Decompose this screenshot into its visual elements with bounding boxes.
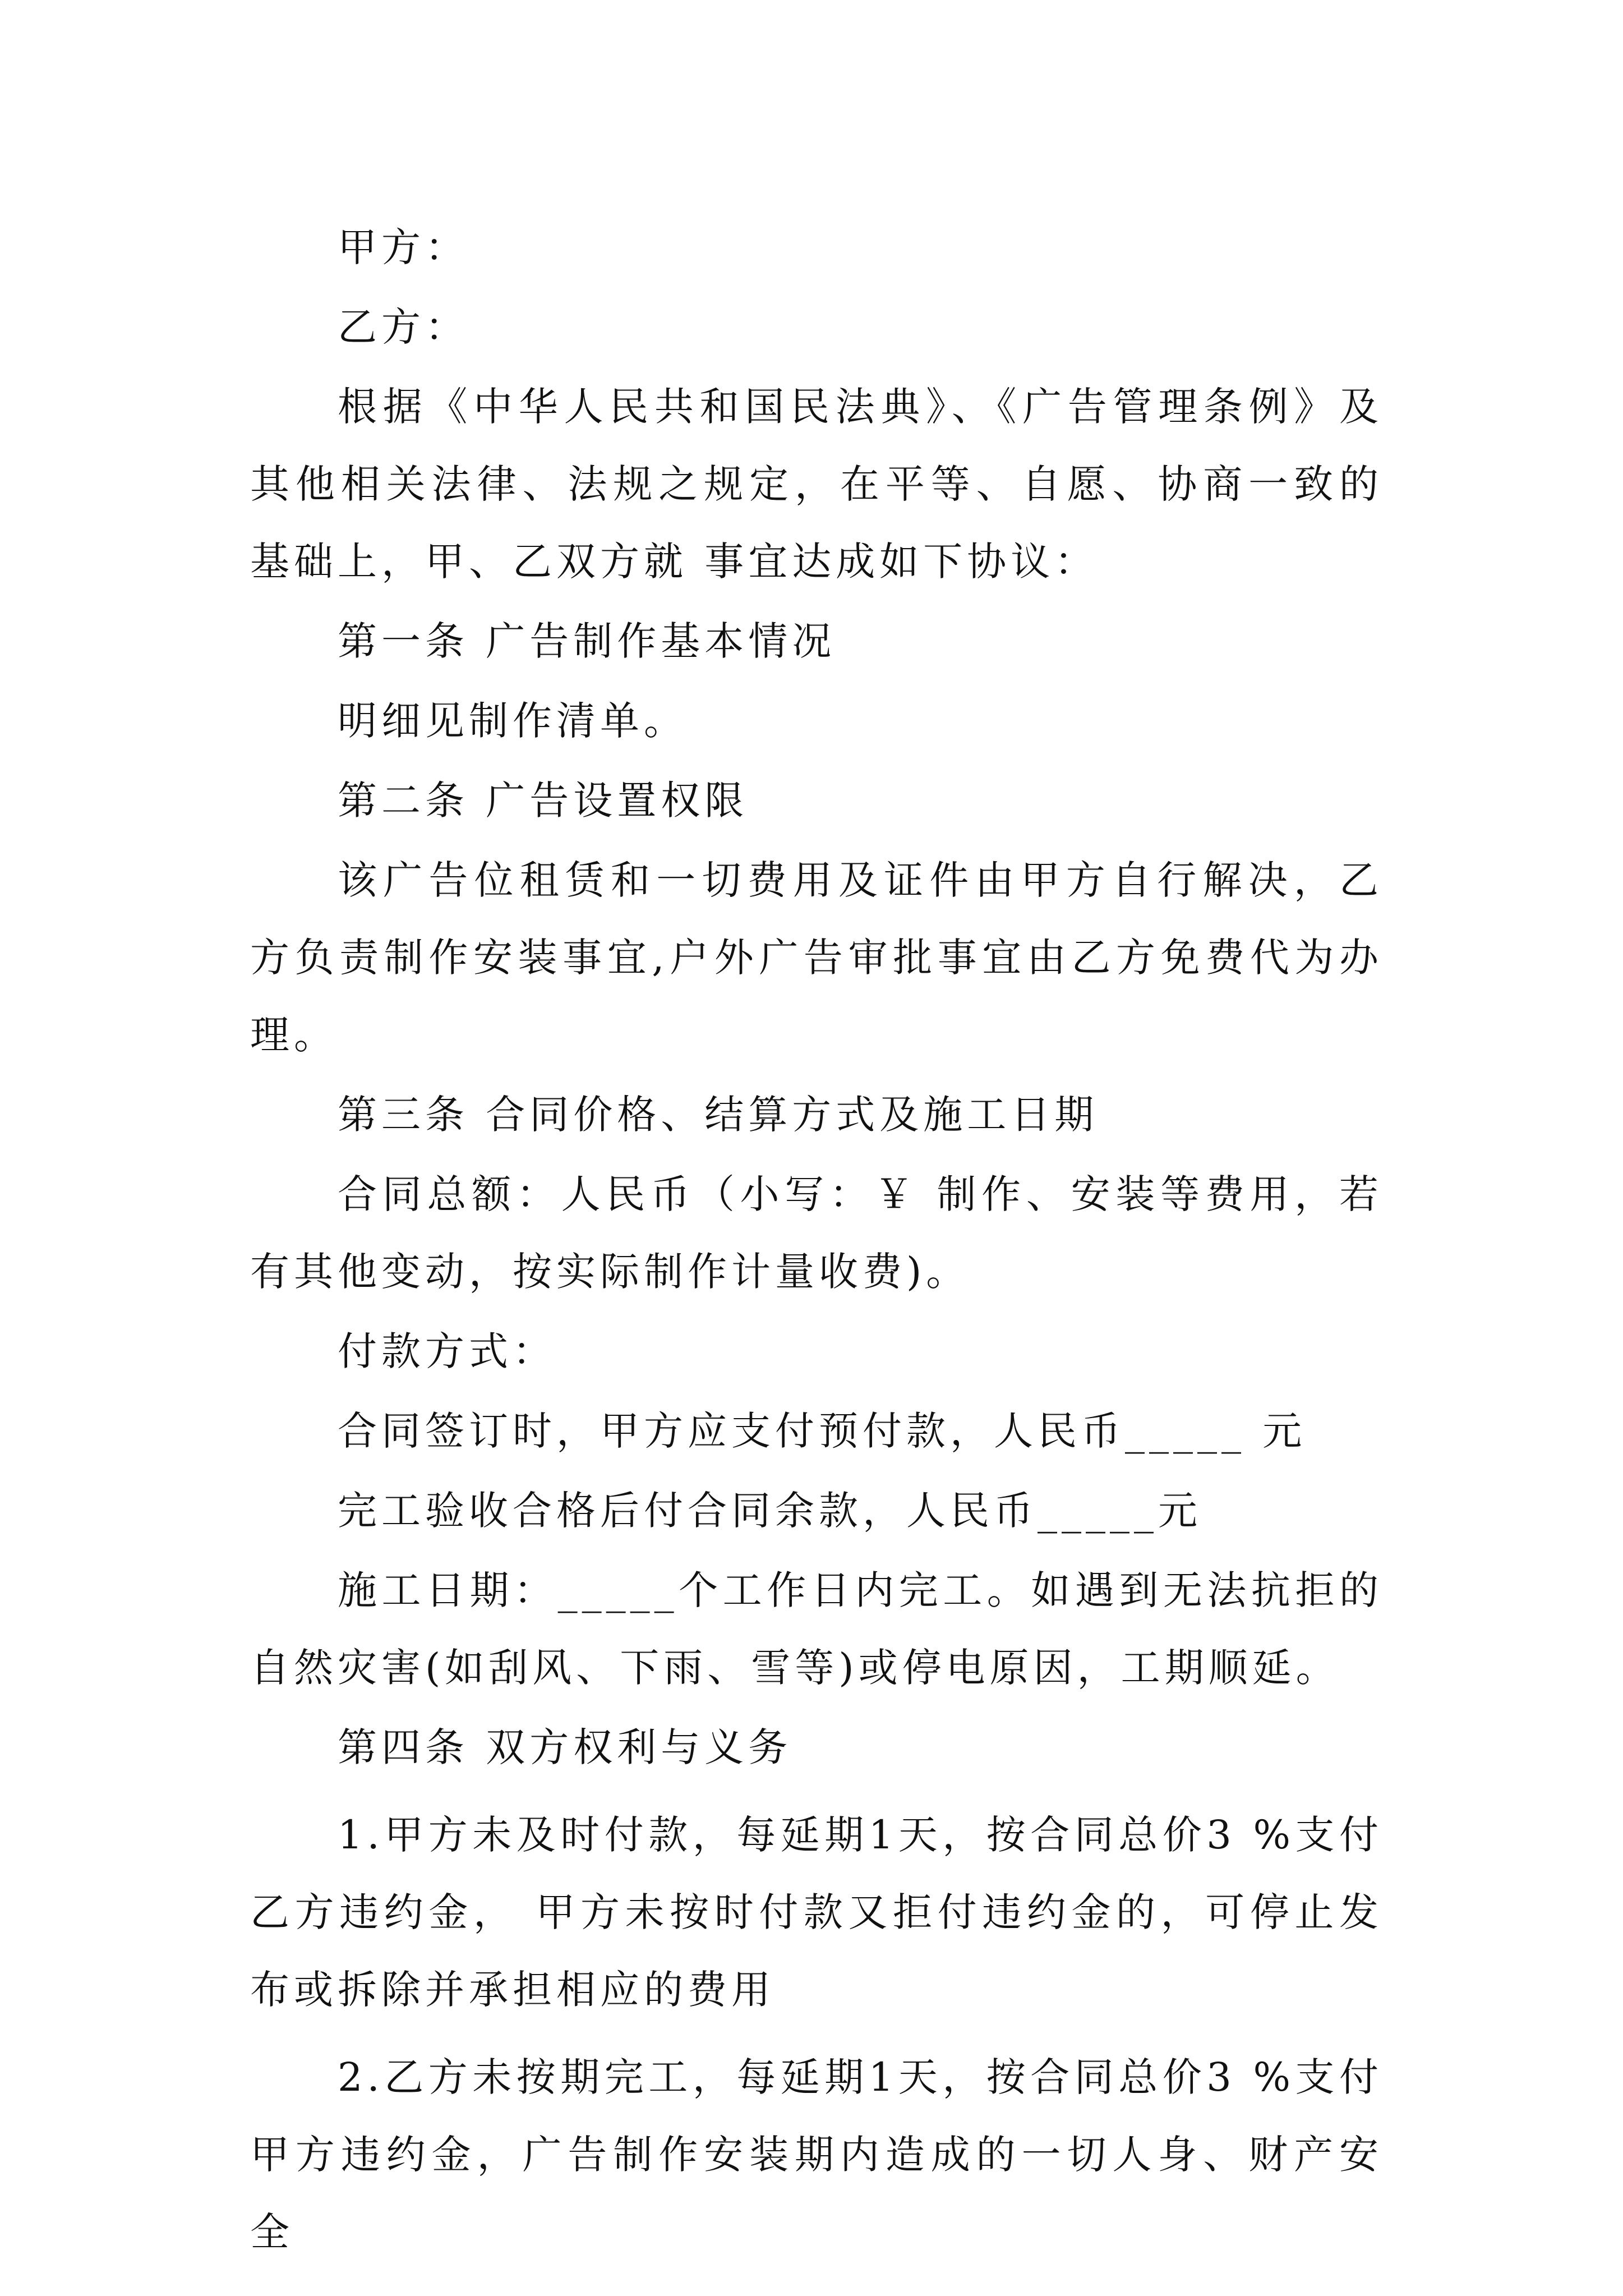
article-1-heading: 第一条 广告制作基本情况: [338, 618, 836, 664]
article-2-heading: 第二条 广告设置权限: [338, 777, 749, 823]
payment-method-label: 付款方式：: [338, 1328, 556, 1374]
article-3-heading: 第三条 合同价格、结算方式及施工日期: [338, 1092, 1099, 1138]
preamble-paragraph: 根据《中华人民共和国民法典》、《广告管理条例》及其他相关法律、法规之规定，在平等、自愿、协商一致的基础上，甲、乙双方就 事宜达成如下协议：: [250, 384, 1383, 585]
article-2-text: 该广告位租赁和一切费用及证件由甲方自行解决，乙方负责制作安装事宜,户外广告审批事宜由乙方免费代为办理。: [250, 857, 1383, 1058]
article-4-clause-1: 1.甲方未及时付款，每延期1天，按合同总价3 %支付乙方违约金， 甲方未按时付款又拒付违约金的，可停止发布或拆除并承担相应的费用: [250, 1812, 1383, 2013]
article-4-clause-2: 2.乙方未按期完工，每延期1天，按合同总价3 %支付甲方违约金，广告制作安装期内造成的一切人身、财产安全: [250, 2054, 1383, 2255]
balance-payment-line: 完工验收合格后付合同余款，人民币_____元: [338, 1488, 1202, 1534]
contract-total-paragraph: 合同总额：人民币（小写：￥ 制作、安装等费用，若有其他变动，按实际制作计量收费)。: [250, 1171, 1383, 1295]
article-1-text: 明细见制作清单。: [338, 698, 688, 744]
party-a-line: 甲方：: [338, 224, 469, 270]
party-b-line: 乙方：: [338, 304, 469, 350]
article-4-heading: 第四条 双方权利与义务: [338, 1724, 792, 1770]
prepayment-line: 合同签订时，甲方应支付预付款，人民币_____ 元: [338, 1408, 1307, 1454]
construction-period-paragraph: 施工日期：_____个工作日内完工。如遇到无法抗拒的自然灾害(如刮风、下雨、雪等)或停电原因，工期顺延。: [250, 1567, 1383, 1691]
document-body: [250, 209, 1383, 2271]
